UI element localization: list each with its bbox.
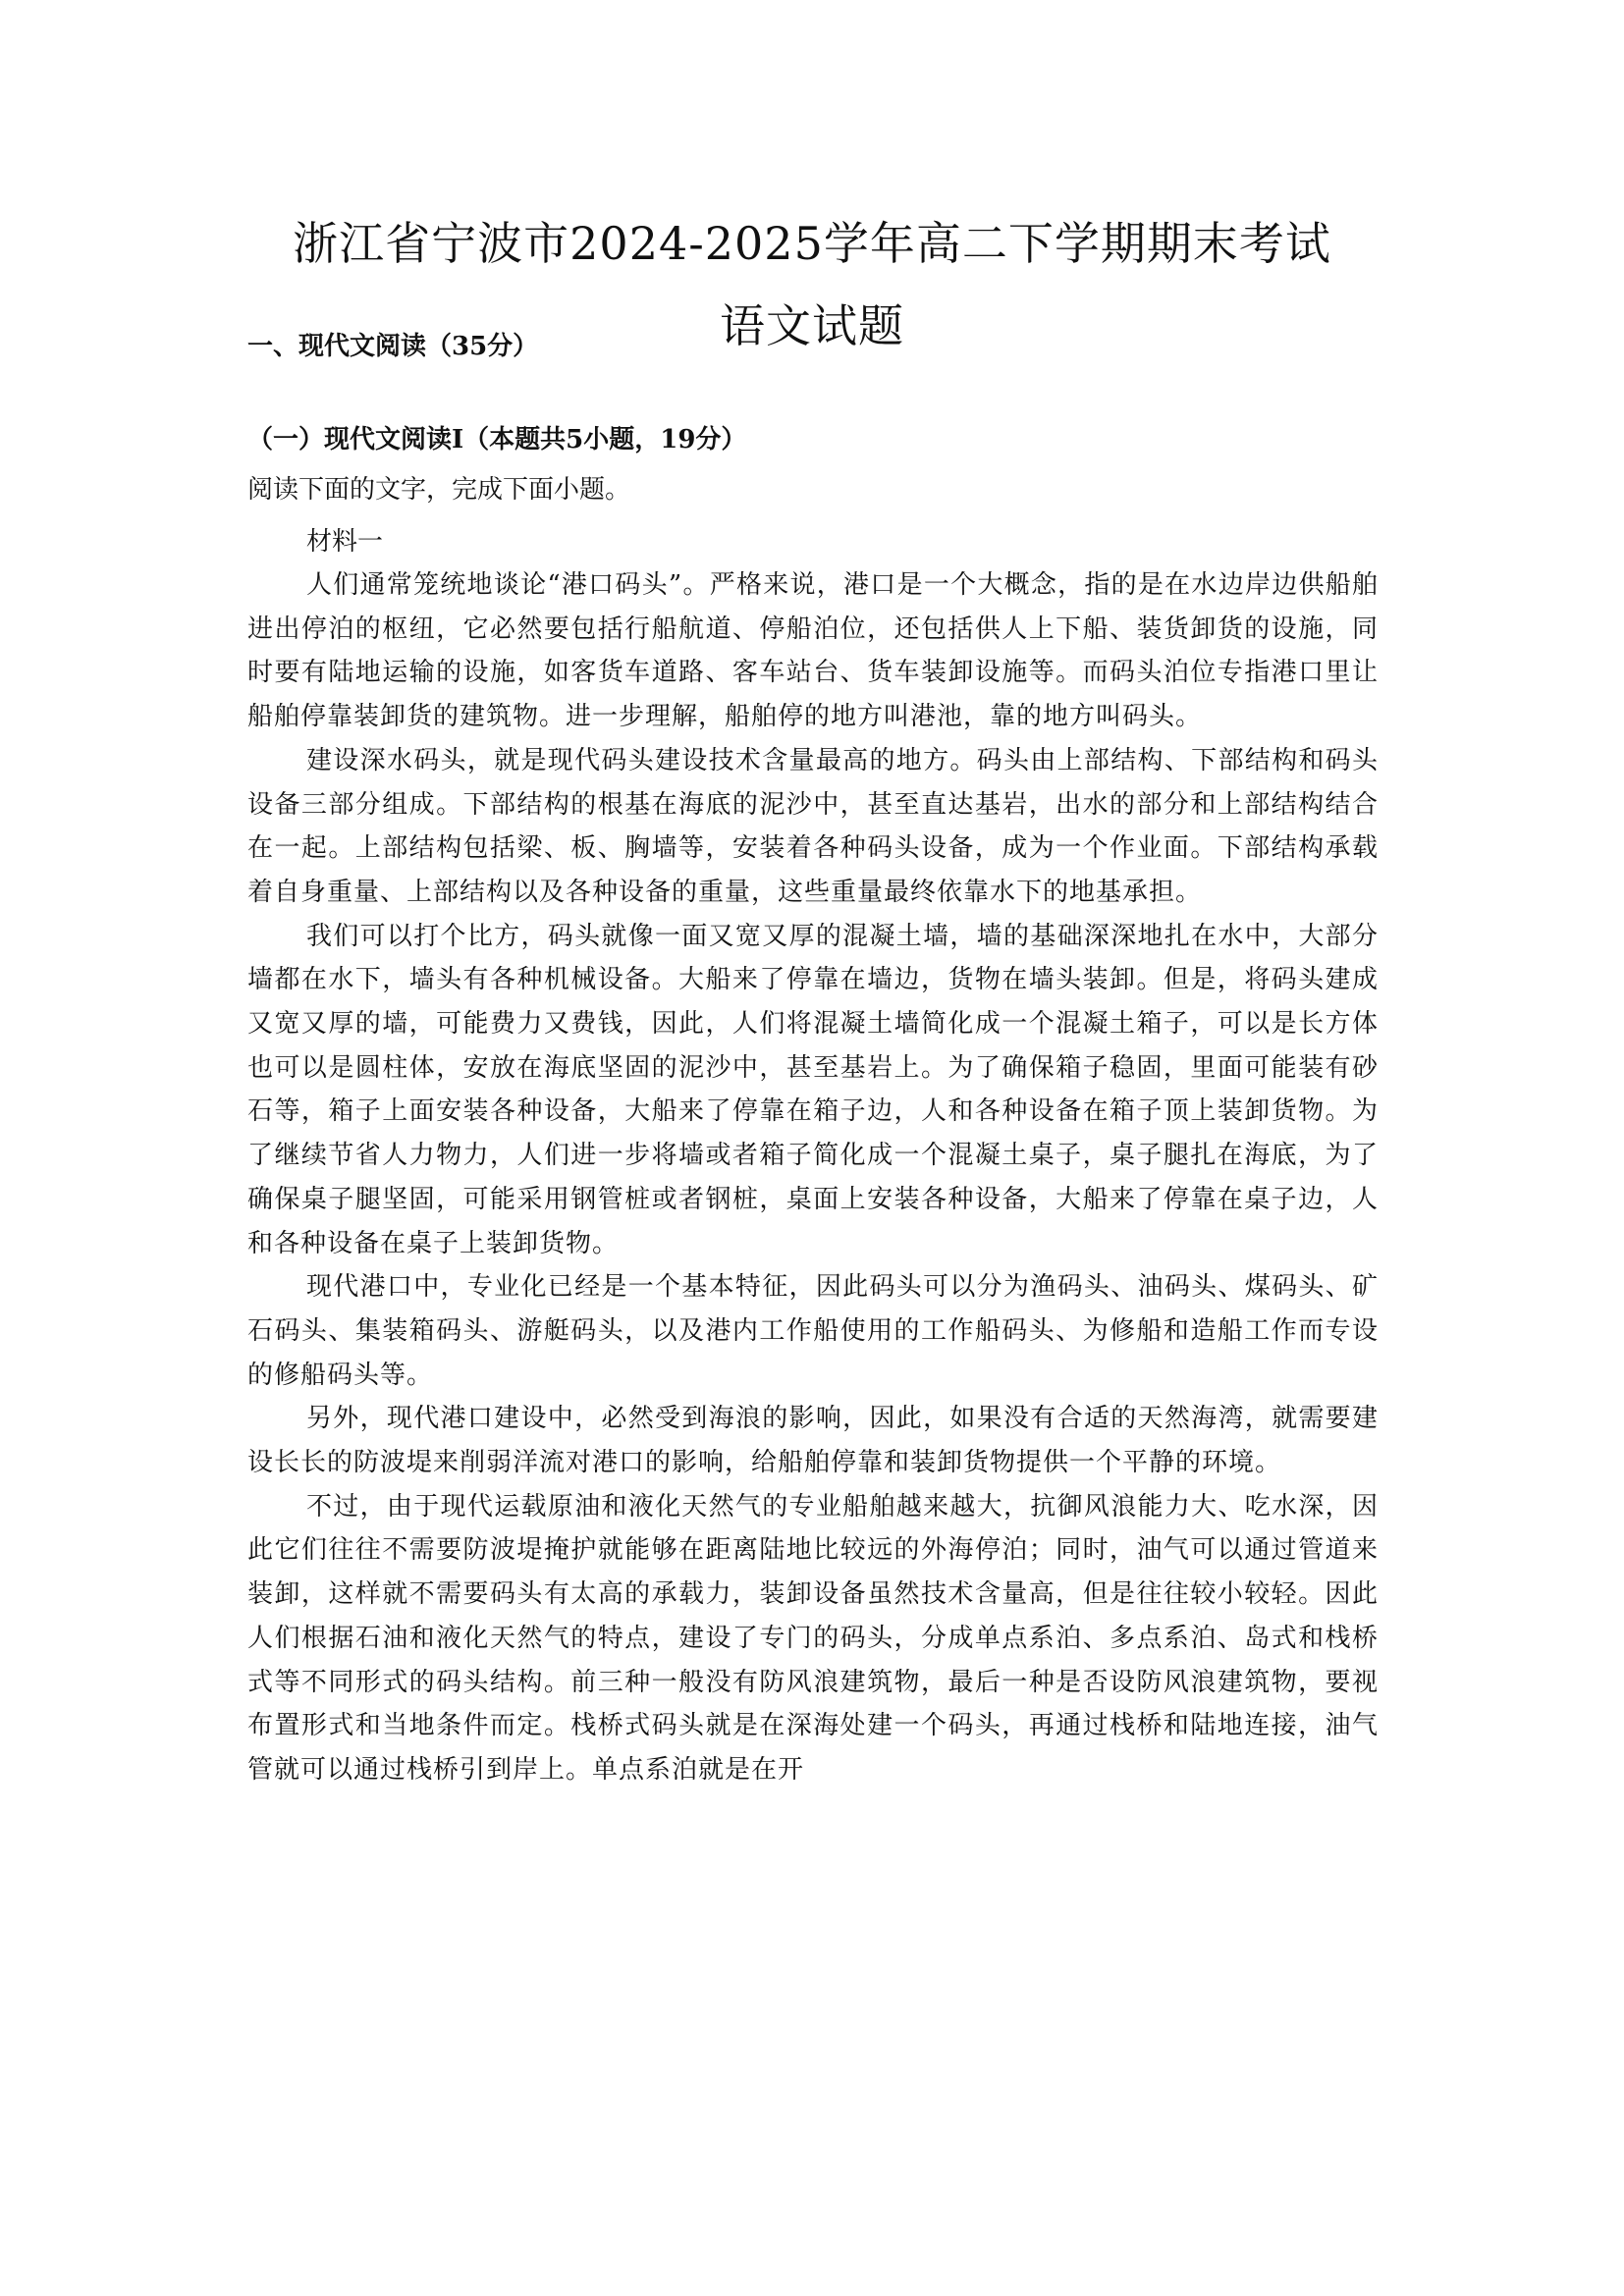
passage-paragraph: 建设深水码头，就是现代码头建设技术含量最高的地方。码头由上部结构、下部结构和码头设备三部分组成。下部结构的根基在海底的泥沙中，甚至直达基岩，出水的部分和上部结构结合在一起。上部结构包括梁、板、胸墙等，安装着各种码头设备，成为一个作业面。下部结构承载着自身重量、上部结构以及各种设备的重量，这些重量最终依靠水下的地基承担。	[247, 745, 1379, 907]
passage-paragraph: 我们可以打个比方，码头就像一面又宽又厚的混凝土墙，墙的基础深深地扎在水中，大部分墙都在水下，墙头有各种机械设备。大船来了停靠在墙边，货物在墙头装卸。但是，将码头建成又宽又厚的墙，可能费力又费钱，因此，人们将混凝土墙简化成一个混凝土箱子，可以是长方体也可以是圆柱体，安放在海底坚固的泥沙中，甚至基岩上。为了确保箱子稳固，里面可能装有砂石等，箱子上面安装各种设备，大船来了停靠在箱子边，人和各种设备在箱子顶上装卸货物。为了继续节省人力物力，人们进一步将墙或者箱子简化成一个混凝土桌子，桌子腿扎在海底，为了确保桌子腿坚固，可能采用钢管桩或者钢桩，桌面上安装各种设备，大船来了停靠在桌子边，人和各种设备在桌子上装卸货物。	[247, 921, 1379, 1258]
passage-paragraph: 人们通常笼统地谈论“港口码头”。严格来说，港口是一个大概念，指的是在水边岸边供船舶进出停泊的枢纽，它必然要包括行船航道、停船泊位，还包括供人上下船、装货卸货的设施，同时要有陆地运输的设施，如客货车道路、客车站台、货车装卸设施等。而码头泊位专指港口里让船舶停靠装卸货的建筑物。进一步理解，船舶停的地方叫港池，靠的地方叫码头。	[247, 570, 1379, 732]
exam-title: 浙江省宁波市2024-2025学年高二下学期期末考试	[293, 217, 1331, 270]
subsection-heading: （一）现代文阅读Ⅰ（本题共5小题，19分）	[247, 425, 747, 454]
section-heading: 一、现代文阅读（35分）	[247, 332, 539, 361]
material-label: 材料一	[306, 527, 384, 557]
passage-body	[247, 563, 1379, 1792]
exam-subject-title: 语文试题	[720, 299, 904, 352]
passage-paragraph: 另外，现代港口建设中，必然受到海浪的影响，因此，如果没有合适的天然海湾，就需要建设长长的防波堤来削弱洋流对港口的影响，给船舶停靠和装卸货物提供一个平静的环境。	[247, 1404, 1379, 1478]
reading-instruction: 阅读下面的文字，完成下面小题。	[247, 475, 631, 505]
passage-paragraph: 现代港口中，专业化已经是一个基本特征，因此码头可以分为渔码头、油码头、煤码头、矿石码头、集装箱码头、游艇码头，以及港内工作船使用的工作船码头、为修船和造船工作而专设的修船码头等。	[247, 1272, 1379, 1390]
passage-paragraph: 不过，由于现代运载原油和液化天然气的专业船舶越来越大，抗御风浪能力大、吃水深，因此它们往往不需要防波堤掩护就能够在距离陆地比较远的外海停泊；同时，油气可以通过管道来装卸，这样就不需要码头有太高的承载力，装卸设备虽然技术含量高，但是往往较小较轻。因此人们根据石油和液化天然气的特点，建设了专门的码头，分成单点系泊、多点系泊、岛式和栈桥式等不同形式的码头结构。前三种一般没有防风浪建筑物，最后一种是否设防风浪建筑物，要视布置形式和当地条件而定。栈桥式码头就是在深海处建一个码头，再通过栈桥和陆地连接，油气管就可以通过栈桥引到岸上。单点系泊就是在开	[247, 1491, 1379, 1785]
